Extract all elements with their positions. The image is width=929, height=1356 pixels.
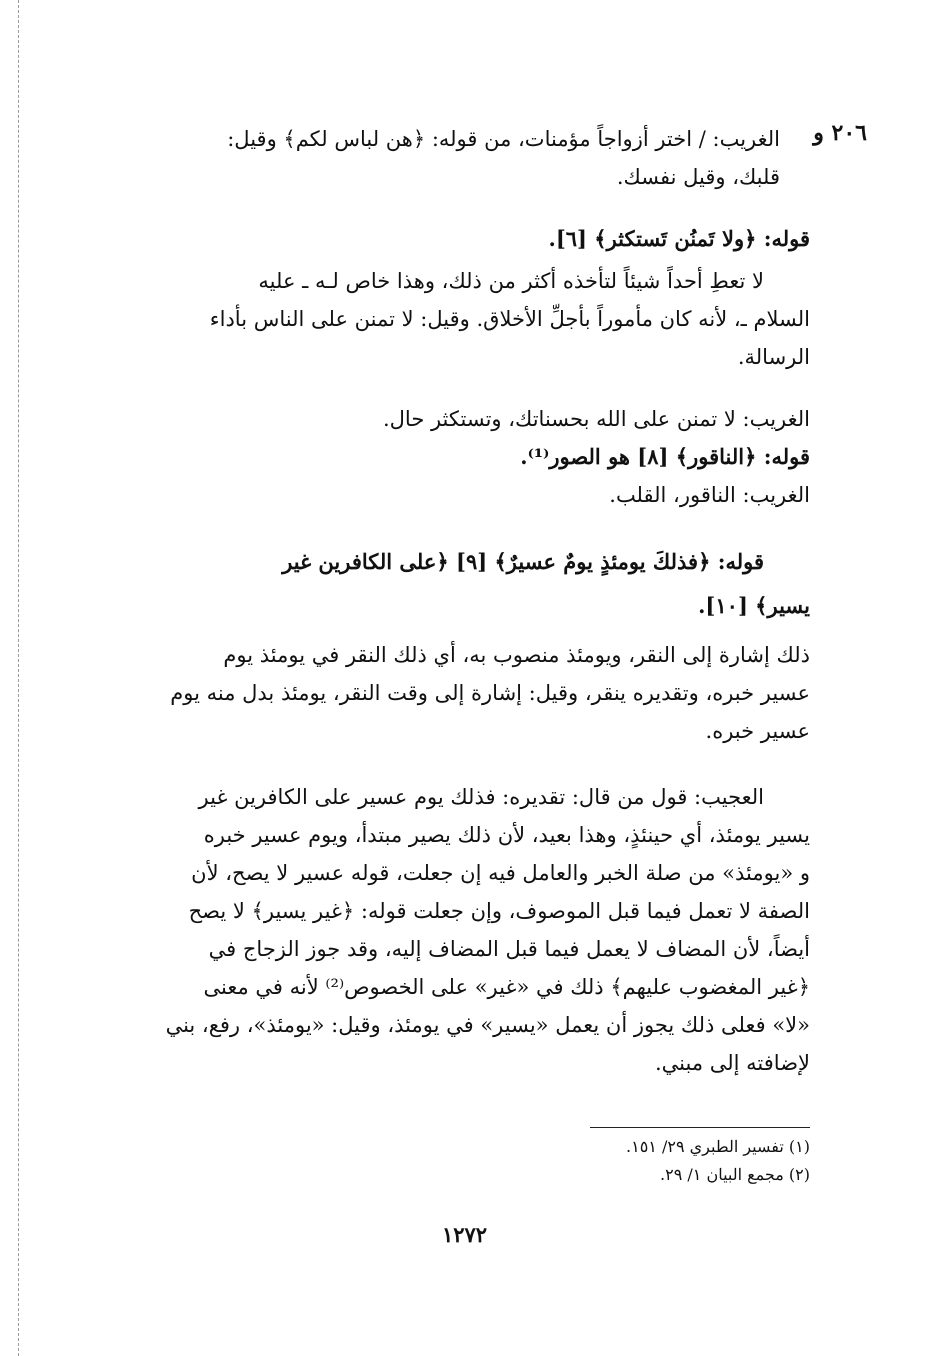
text-line: قوله: ﴿فذلكَ يومئذٍ يومٌ عسيرٌ﴾ [٩] ﴿على الكافرين غير bbox=[282, 549, 764, 574]
footnote-2: (٢) مجمع البيان ١/ ٢٩. bbox=[660, 1165, 810, 1184]
text-line: «لا» فعلى ذلك يجوز أن يعمل «يسير» في يومئذ، وقيل: «يومئذ»، رفع، بني bbox=[165, 1013, 810, 1037]
text-line: الغريب: / اختر أزواجاً مؤمنات، من قوله: ﴿هن لباس لكم﴾ وقيل: bbox=[227, 127, 780, 151]
paragraph-ajib bbox=[108, 778, 810, 1082]
text-line: ﴿غير المغضوب عليهم﴾ ذلك في «غير» على الخصوص⁽²⁾ لأنه في معنى bbox=[203, 975, 810, 999]
text-line: العجيب: قول من قال: تقديره: فذلك يوم عسير على الكافرين غير bbox=[198, 785, 764, 809]
page-number: ١٢٧٢ bbox=[441, 1222, 488, 1247]
text-line: عسير خبره. bbox=[705, 719, 810, 743]
paragraph-gharib-1 bbox=[108, 120, 780, 196]
text-line: قلبك، وقيل نفسك. bbox=[616, 165, 780, 189]
footnote-separator bbox=[590, 1127, 810, 1128]
text-line: قوله: ﴿ولا تَمنُن تَستكثر﴾ [٦]. bbox=[548, 226, 810, 251]
footnote-1: (١) تفسير الطبري ٢٩/ ١٥١. bbox=[626, 1137, 810, 1156]
text-line: و «يومئذ» من صلة الخبر والعامل فيه إن جعلت، قوله عسير لا يصح، لأن bbox=[191, 861, 810, 885]
text-line: قوله: ﴿الناقور﴾ [٨] هو الصور⁽¹⁾. bbox=[520, 444, 810, 469]
paragraph-explanation-6 bbox=[108, 262, 810, 376]
paragraph-explanation-9 bbox=[108, 636, 810, 750]
text-line: الصفة لا تعمل فيما قبل الموصوف، وإن جعلت قوله: ﴿غير يسير﴾ لا يصح bbox=[188, 899, 810, 923]
text-line: السلام ـ، لأنه كان مأموراً بأجلِّ الأخلاق. وقيل: لا تمنن على الناس بأداء bbox=[209, 307, 810, 331]
text-line: أيضاً، لأن المضاف لا يعمل فيما قبل المضاف إليه، وقد جوز الزجاج في bbox=[208, 937, 810, 961]
text-line: لا تعطِ أحداً شيئاً لتأخذه أكثر من ذلك، وهذا خاص لـه ـ عليه bbox=[258, 269, 764, 293]
verse-heading-9-10 bbox=[108, 540, 810, 628]
text-line: ذلك إشارة إلى النقر، ويومئذ منصوب به، أي ذلك النقر في يومئذ يوم bbox=[223, 643, 810, 667]
text-line: الغريب: الناقور، القلب. bbox=[609, 483, 810, 507]
text-line: يسير يومئذ، أي حينئذٍ، وهذا بعيد، لأن ذلك يصير مبتدأ، ويوم عسير خبره bbox=[203, 823, 810, 847]
text-line: الرسالة. bbox=[737, 345, 810, 369]
verse-heading-6 bbox=[108, 220, 856, 258]
text-line: يسير﴾ [١٠]. bbox=[698, 593, 810, 618]
text-line: لإضافته إلى مبني. bbox=[654, 1051, 810, 1075]
text-line: عسير خبره، وتقديره ينقر، وقيل: إشارة إلى وقت النقر، يومئذ بدل منه يوم bbox=[170, 681, 810, 705]
scan-guide-line bbox=[18, 0, 19, 1356]
folio-marker: ٢٠٦ و bbox=[813, 120, 867, 146]
text-line: الغريب: لا تمنن على الله بحسناتك، وتستكثر حال. bbox=[382, 407, 810, 431]
paragraph-gharib-naqur bbox=[108, 400, 856, 514]
